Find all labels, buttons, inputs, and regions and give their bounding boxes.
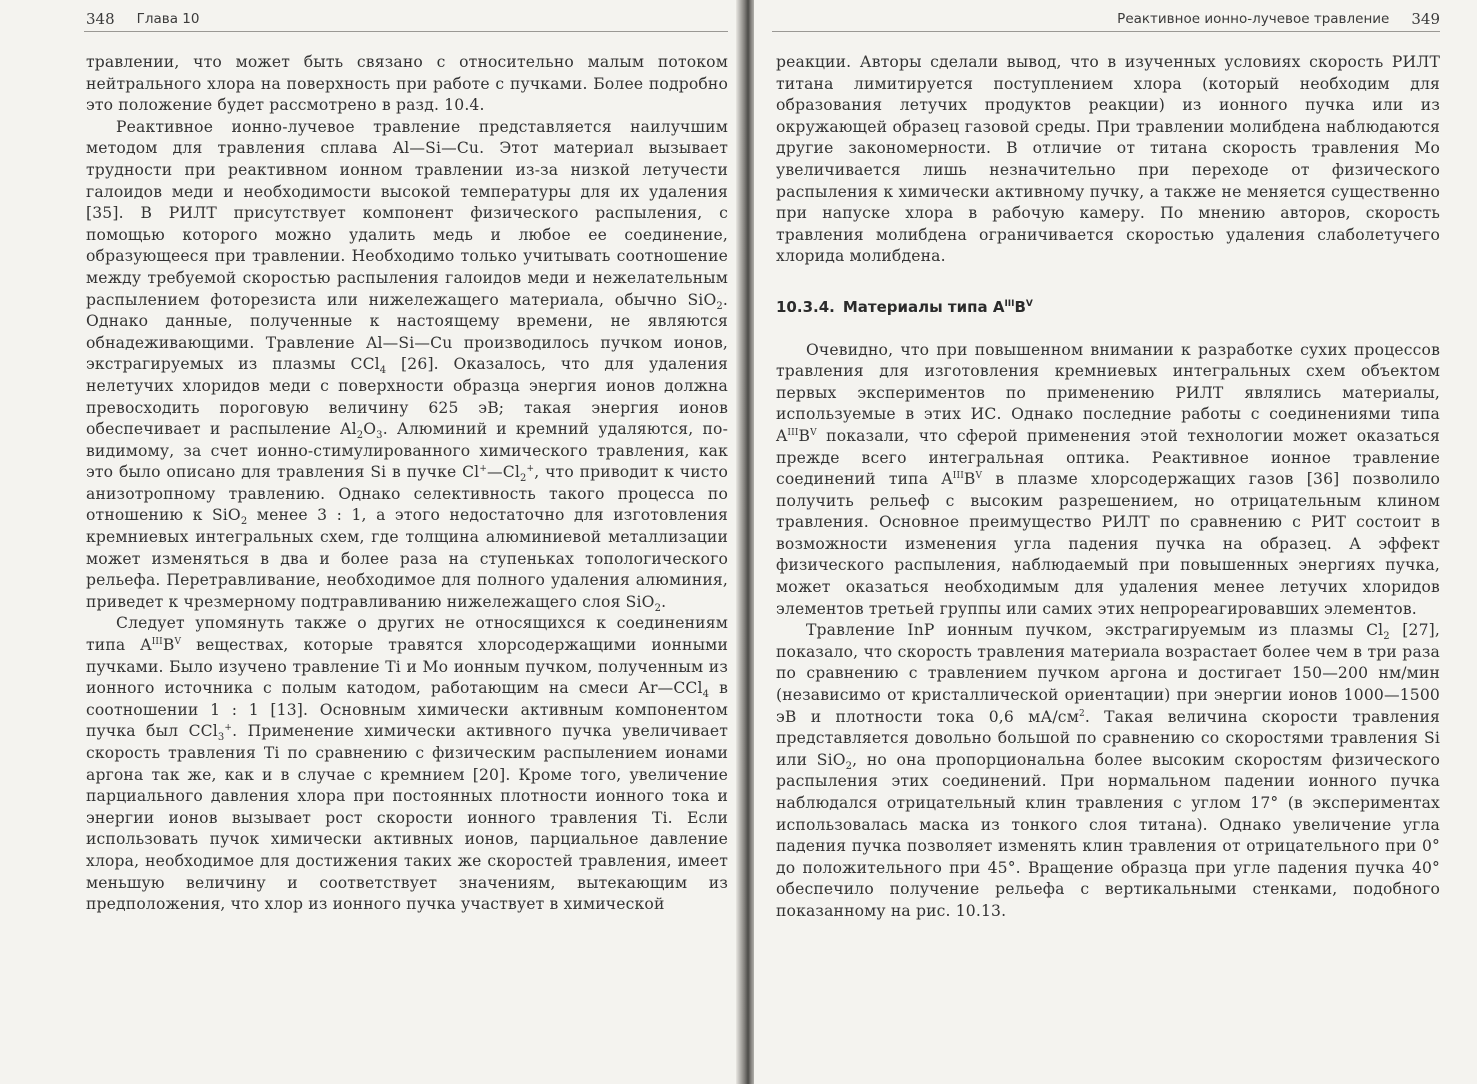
left-chapter-title: Глава 10 bbox=[136, 11, 200, 27]
right-header-rule bbox=[772, 31, 1440, 32]
left-paragraph: Следует упомянуть также о других не относящихся к соединениям типа $A^{III}B^V$ веществах, которые травятся хлорсодержащими ионными пучками. Было изучено травление Ti и Mo ионным пучком, полученным из ионного источника с полым катодом, работающим на смеси Ar—CCl$_4$ в соотношении 1 : 1 [13]. Основным химически активным компонентом пучка был CCl$_3$+. Применение химически активного пучка увеличивает скорость травления Ti по сравнению с физическим распылением ионами аргона так же, как и в случае с кремнием [20]. Кроме того, увеличение парциального давления хлора при постоянных плотности ионного тока и энергии ионов вызывает рост скорости ионного травления Ti. Если использовать пучок химически активных ионов, парциальное давление хлора, необходимое для достижения таких же скоростей травления, имеет меньшую величину и соответствует значениям, вытекающим из предположения, что хлор из ионного пучка участвует в химической bbox=[86, 614, 728, 914]
right-paragraph: Очевидно, что при повышенном внимании к разработке сухих процессов травления для изготовления кремниевых интегральных схем объектом первых экспериментов по применению РИЛТ являлись материалы, используемые в этих ИС. Однако последние работы с соединениями типа $A^{III}B^V$ показали, что сферой применения этой технологии может оказаться прежде всего интегральная оптика. Реактивное ионное травление соединений типа $A^{III}B^V$ в плазме хлорсодержащих газов [36] позволило получить рельеф с высоким разрешением, но отрицательным клином травления. Основное преимущество РИЛТ по сравнению с РИТ состоит в возможности изменения угла падения пучка на образец. А эффект физического распыления, наблюдаемый при повышенных энергиях пучка, может оказаться необходимым для удаления менее летучих хлоридов элементов третьей группы или самих этих непрореагировавших элементов. bbox=[776, 340, 1440, 618]
left-header-rule bbox=[84, 31, 728, 32]
right-section-title: Реактивное ионно-лучевое травление bbox=[1117, 11, 1390, 27]
left-body-text bbox=[86, 52, 728, 916]
right-paragraph: Травление InP ионным пучком, экстрагируемым из плазмы $Cl_2$ [27], показало, что скорость травления материала возрастает более чем в три раза по сравнению с травлением пучком аргона и достигает 150—200 нм/мин (независимо от кристаллической ориентации) при энергии ионов 1000—1500 эВ и плотности тока 0,6 $мА/см^2$. Такая величина скорости травления представляется довольно большой по сравнению со скоростями травления Si или SiO$_2$, но она пропорциональна более высоким скоростям физического распыления этих соединений. При нормальном падении ионного пучка наблюдался отрицательный клин травления с углом 17° (в экспериментах использовалась маска из тонкого слоя титана). Однако увеличение угла падения пучка позволяет изменять клин травления от отрицательного при 0° до положительного при 45°. Вращение образца при угле падения пучка 40° обеспечило получение рельефа с вертикальными стенками, подобного показанному на рис. 10.13. bbox=[776, 621, 1441, 920]
section-title: Материалы типа $A^{III}B^V$ bbox=[842, 297, 1033, 316]
left-running-head bbox=[86, 8, 726, 30]
left-paragraph: травлении, что может быть связано с относительно малым потоком нейтрального хлора на поверхность при работе с пучками. Более подробно это положение будет рассмотрено в разд. 10.4. bbox=[86, 53, 728, 115]
left-page-number: 348 bbox=[86, 10, 115, 28]
section-number: 10.3.4. bbox=[776, 297, 835, 316]
left-paragraph: Реактивное ионно-лучевое травление представляется наилучшим методом для травления сплава Al—Si—Cu. Этот материал вызывает трудности при реактивном ионном травлении из-за низкой летучести галоидов меди и необходимости высокой температуры для их удаления [35]. В РИЛТ присутствует компонент физического распыления, с помощью которого можно удалить медь и любое ее соединение, образующееся при травлении. Необходимо только учитывать соотношение между требуемой скоростью распыления галоидов меди и нежелательным распылением фоторезиста или нижележащего материала, обычно SiO$_2$. Однако данные, полученные к настоящему времени, не являются обнадеживающими. Травление Al—Si—Cu производилось пучком ионов, экстрагируемых из плазмы CCl$_4$ [26]. Оказалось, что для удаления нелетучих хлоридов меди с поверхности образца энергия ионов должна превосходить пороговую величину 625 эВ; такая энергия ионов обеспечивает и распыление $Al_2O_3$. Алюминий и кремний удаляются, по-видимому, за счет ионно-стимулированного химического травления, как это было описано для травления Si в пучке $Cl^+—Cl_2^+$, что приводит к чисто анизотропному травлению. Однако селективность такого процесса по отношению к SiO$_2$ менее 3 : 1, а этого недостаточно для изготовления кремниевых интегральных схем, где толщина алюминиевой металлизации может изменяться в два и более раза на ступеньках топологического рельефа. Перетравливание, необходимое для полного удаления алюминия, приведет к чрезмерному подтравливанию нижележащего слоя SiO$_2$. bbox=[86, 117, 729, 614]
section-heading bbox=[776, 297, 1440, 319]
right-running-head bbox=[776, 8, 1440, 30]
right-body-text bbox=[776, 52, 1440, 923]
right-page bbox=[754, 0, 1477, 1084]
right-paragraph: реакции. Авторы сделали вывод, что в изученных условиях скорость РИЛТ титана лимитируется поступлением хлора (который необходим для образования летучих продуктов реакции) из ионного пучка или из окружающей образец газовой среды. При травлении молибдена наблюдаются другие закономерности. В отличие от титана скорость травления Mo увеличивается лишь незначительно при переходе от физического распыления к химически активному пучку, а также не меняется существенно при напуске хлора в рабочую камеру. По мнению авторов, скорость травления молибдена ограничивается скоростью удаления слаболетучего хлорида молибдена. bbox=[776, 53, 1440, 266]
right-page-number: 349 bbox=[1411, 10, 1440, 28]
